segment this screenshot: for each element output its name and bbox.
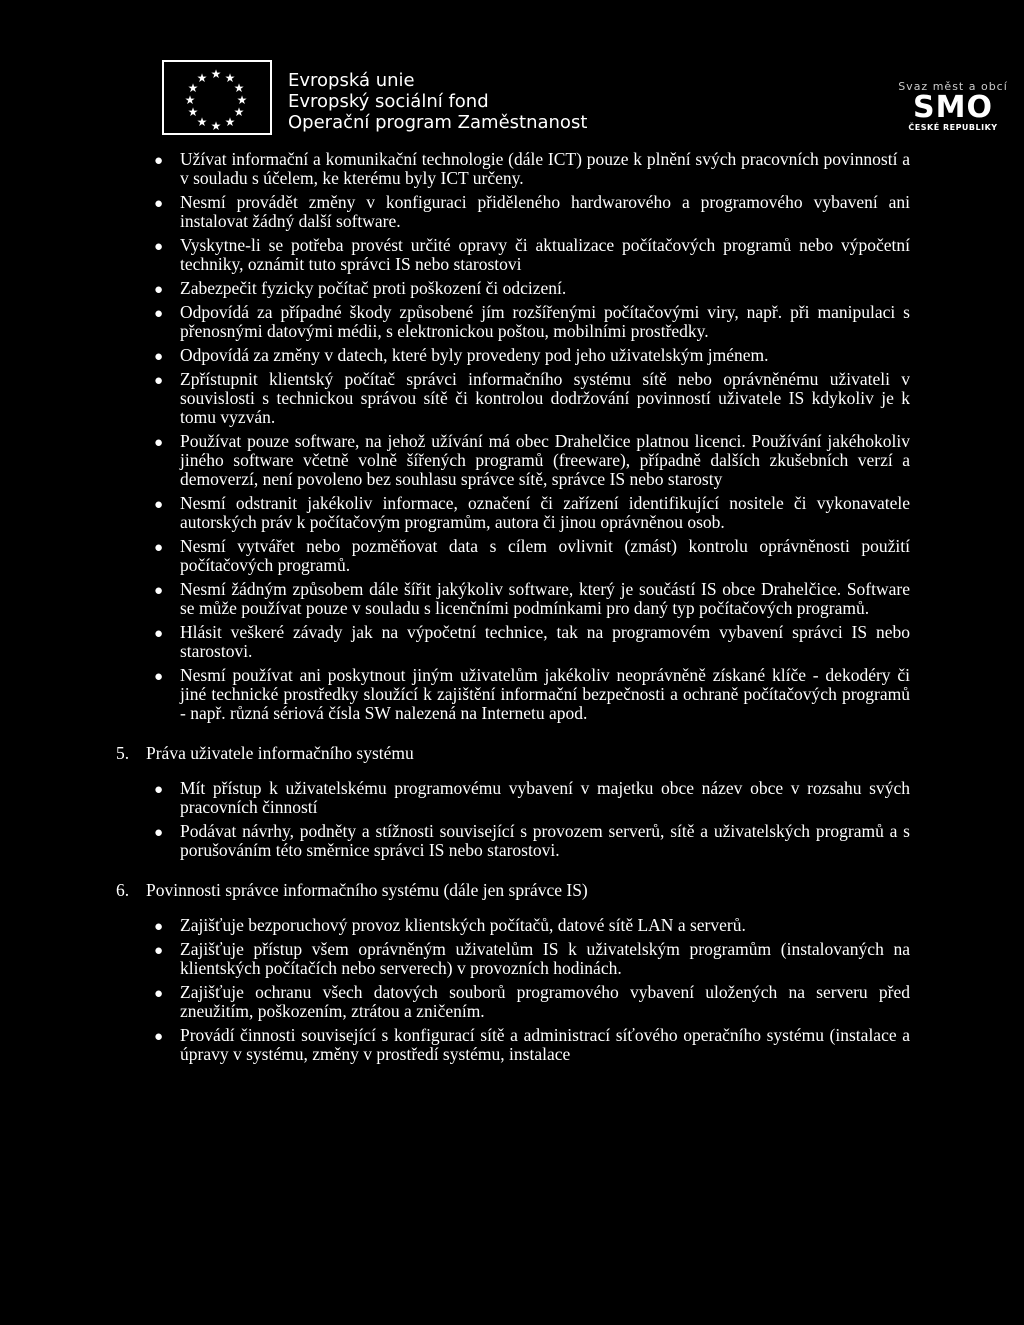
svg-text:★: ★	[196, 71, 208, 85]
list-item-text: Odpovídá za změny v datech, které byly provedeny pod jeho uživatelským jménem.	[180, 345, 769, 365]
svg-text:★: ★	[184, 93, 196, 107]
user-duties-list	[150, 150, 910, 723]
list-item	[150, 494, 910, 532]
list-item	[150, 580, 910, 618]
eu-line: Evropská unie	[288, 70, 415, 91]
list-item-text: Používat pouze software, na jehož užívání má obec Drahelčice platnou licenci. Používání jakéhokoliv jiného software včetně volně šířených programů (freeware), případně dalších zkušebních verzí a demoverzí, není povoleno bez souhlasu správce sítě, správce IS nebo starosty	[180, 431, 910, 489]
list-item-text: Užívat informační a komunikační technologie (dále ICT) pouze k plnění svých pracovních povinností a v souladu s účelem, ke kterému byly ICT určeny.	[180, 149, 910, 188]
bullet-icon: ●	[154, 540, 164, 556]
smo-sub-text: ČESKÉ REPUBLIKY	[908, 123, 998, 132]
list-item-text: Odpovídá za případné škody způsobené jím rozšířenými počítačovými viry, např. při manipulaci s přenosnými datovými médii, s elektronickou poštou, mobilními prostředky.	[180, 302, 910, 341]
bullet-icon: ●	[154, 373, 164, 389]
list-item-text: Nesmí žádným způsobem dále šířit jakýkoliv software, který je součástí IS obce Drahelčice. Software se může používat pouze v souladu s licenčními podmínkami pro daný typ počítačových programů.	[180, 579, 910, 618]
bullet-icon: ●	[154, 669, 164, 685]
smo-logo-text: SMO	[913, 90, 993, 125]
list-item-text: Hlásit veškeré závady jak na výpočetní technice, tak na programovém vybavení správci IS nebo starostovi.	[180, 622, 910, 661]
svg-text:★: ★	[196, 115, 208, 129]
list-item-text: Zpřístupnit klientský počítač správci informačního systému sítě nebo oprávněnému uživateli v souvislosti s technickou správou sítě či kontrolou dodržování povinností uživatele IS kdykoliv je k tomu vyzván.	[180, 369, 910, 427]
list-item	[150, 193, 910, 231]
list-item	[150, 983, 910, 1021]
svg-text:★: ★	[233, 105, 245, 119]
list-item	[150, 916, 910, 935]
list-item	[150, 666, 910, 723]
bullet-icon: ●	[154, 153, 164, 169]
bullet-icon: ●	[154, 626, 164, 642]
svg-text:★: ★	[224, 115, 236, 129]
list-item	[150, 623, 910, 661]
eu-line: Evropský sociální fond	[288, 91, 489, 112]
svg-text:★: ★	[187, 81, 199, 95]
bullet-icon: ●	[154, 497, 164, 513]
list-item	[150, 432, 910, 489]
eu-stars-icon	[176, 64, 256, 132]
bullet-icon: ●	[154, 986, 164, 1002]
list-item	[150, 537, 910, 575]
eu-program-text	[288, 70, 587, 133]
list-item	[150, 150, 910, 188]
bullet-icon: ●	[154, 825, 164, 841]
eu-line: Operační program Zaměstnanost	[288, 112, 588, 133]
list-item-text: Nesmí používat ani poskytnout jiným uživatelům jakékoliv neoprávněně získané klíče - dekodéry či jiné technické prostředky sloužící k zajištění informační bezpečnosti a ochraně počítačových programů - např. různá sériová čísla SW nalezená na Internetu apod.	[180, 665, 910, 723]
list-item-text: Nesmí odstranit jakékoliv informace, označení či zařízení identifikující nositele či vykonavatele autorských práv k počítačovým programům, autora či jinou oprávněnou osob.	[180, 493, 910, 532]
list-item	[150, 279, 910, 298]
bullet-icon: ●	[154, 943, 164, 959]
admin-duties-list	[150, 916, 910, 1064]
section-number: 6.	[116, 880, 130, 900]
list-item	[150, 1026, 910, 1064]
list-item-text: Nesmí provádět změny v konfiguraci přiděleného hardwarového a programového vybavení ani instalovat žádný další software.	[180, 192, 910, 231]
list-item	[150, 779, 910, 817]
bullet-icon: ●	[154, 583, 164, 599]
bullet-icon: ●	[154, 196, 164, 212]
list-item-text: Zajišťuje bezporuchový provoz klientských počítačů, datové sítě LAN a serverů.	[180, 915, 746, 935]
bullet-icon: ●	[154, 282, 164, 298]
bullet-icon: ●	[154, 919, 164, 935]
bullet-icon: ●	[154, 306, 164, 322]
svg-text:★: ★	[236, 93, 248, 107]
list-item	[150, 370, 910, 427]
svg-text:★: ★	[233, 81, 245, 95]
list-item	[150, 303, 910, 341]
list-item-text: Zabezpečit fyzicky počítač proti poškození či odcizení.	[180, 278, 567, 298]
svg-text:★: ★	[210, 67, 222, 81]
user-rights-list	[150, 779, 910, 860]
svg-text:★: ★	[187, 105, 199, 119]
smo-top-text: Svaz měst a obcí	[898, 80, 1008, 93]
smo-logo	[898, 80, 1008, 132]
list-item	[150, 236, 910, 274]
bullet-icon: ●	[154, 435, 164, 451]
page-header	[0, 0, 1024, 150]
svg-text:★: ★	[210, 119, 222, 132]
bullet-icon: ●	[154, 1029, 164, 1045]
list-item-text: Provádí činnosti související s konfigurací sítě a administrací síťového operačního systému (instalace a úpravy v systému, změny v prostředí systému, instalace	[180, 1025, 910, 1064]
list-item-text: Podávat návrhy, podněty a stížnosti související s provozem serverů, sítě a uživatelských programů a s porušováním této směrnice správci IS nebo starostovi.	[180, 821, 910, 860]
bullet-icon: ●	[154, 239, 164, 255]
list-item	[150, 940, 910, 978]
list-item-text: Zajišťuje přístup všem oprávněným uživatelům IS k uživatelským programům (instalovaných na klientských počítačích nebo serverech) v provozních hodinách.	[180, 939, 910, 978]
section-heading	[116, 743, 910, 763]
bullet-icon: ●	[154, 349, 164, 365]
section-number: 5.	[116, 743, 130, 763]
eu-flag-logo	[162, 60, 272, 135]
document-body	[116, 149, 910, 1069]
list-item-text: Zajišťuje ochranu všech datových souborů programového vybavení uložených na serveru před zneužitím, poškozením, ztrátou a zničením.	[180, 982, 910, 1021]
bullet-icon: ●	[154, 782, 164, 798]
section-heading	[116, 880, 910, 900]
section-title: Práva uživatele informačního systému	[146, 743, 414, 763]
svg-text:★: ★	[224, 71, 236, 85]
section-title: Povinnosti správce informačního systému (dále jen správce IS)	[146, 880, 588, 900]
list-item-text: Mít přístup k uživatelskému programovému vybavení v majetku obce název obce v rozsahu svých pracovních činností	[180, 778, 910, 817]
list-item-text: Vyskytne-li se potřeba provést určité opravy či aktualizace počítačových programů nebo výpočetní techniky, oznámit tuto správci IS nebo starostovi	[180, 235, 910, 274]
list-item	[150, 346, 910, 365]
list-item	[150, 822, 910, 860]
list-item-text: Nesmí vytvářet nebo pozměňovat data s cílem ovlivnit (zmást) kontrolu oprávněnosti použití počítačových programů.	[180, 536, 910, 575]
